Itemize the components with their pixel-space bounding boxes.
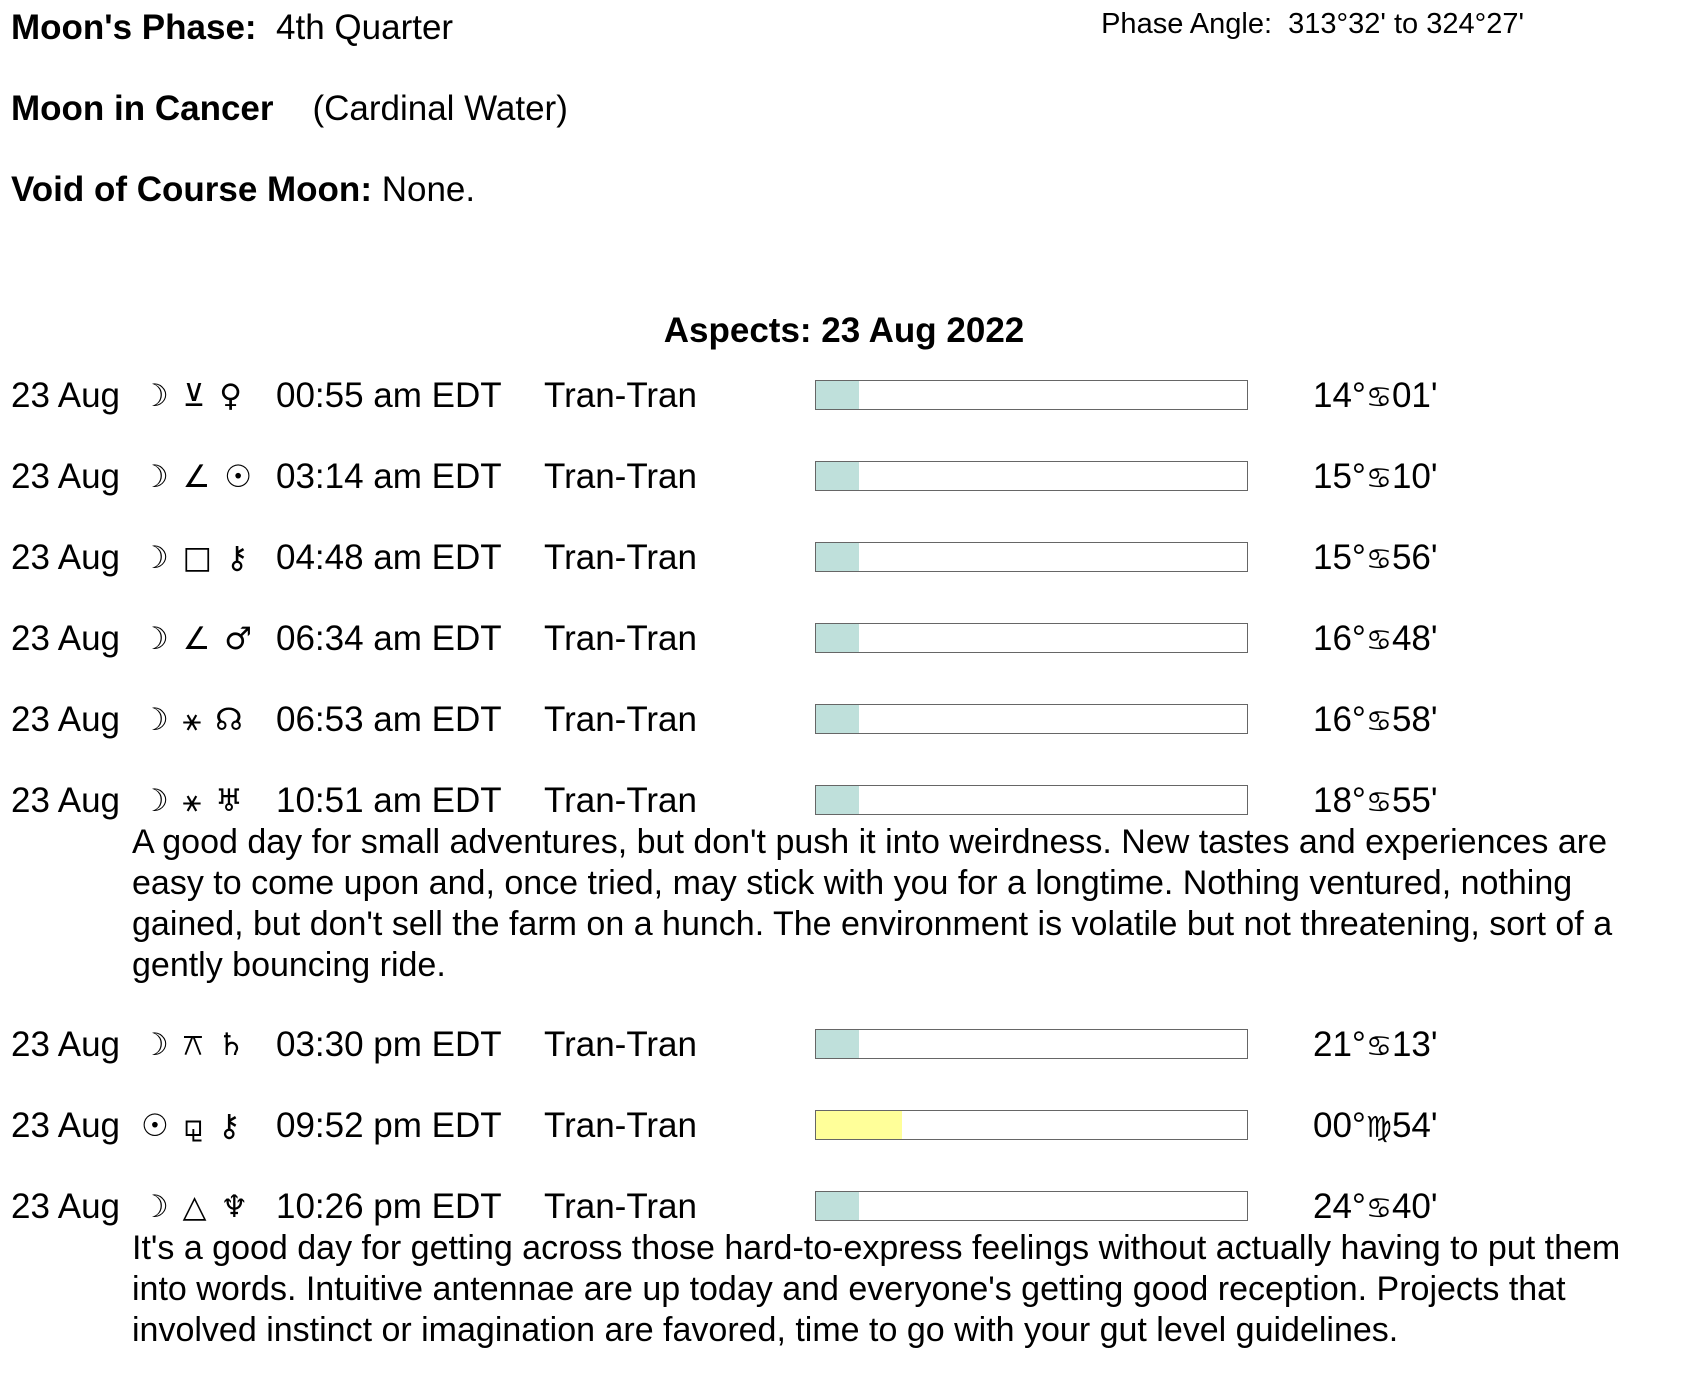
aspect-strength-bar bbox=[815, 704, 1248, 734]
moon-phase-line bbox=[11, 8, 453, 48]
zodiac-sign-icon: ♋ bbox=[1365, 1191, 1392, 1225]
moon-phase-label: Moon's Phase: bbox=[11, 8, 257, 47]
aspect-strength-fill bbox=[816, 462, 859, 490]
aspect-strength-fill bbox=[816, 1192, 859, 1220]
aspect-position bbox=[1313, 698, 1438, 743]
aspect-row bbox=[0, 1023, 1688, 1067]
zodiac-sign-icon: ♋ bbox=[1365, 1029, 1392, 1063]
aspect-minutes: 13' bbox=[1391, 1025, 1438, 1064]
zodiac-sign-icon: ♋ bbox=[1365, 704, 1392, 738]
aspect-row bbox=[0, 455, 1688, 499]
aspect-position bbox=[1313, 1104, 1438, 1149]
aspect-date: 23 Aug bbox=[11, 619, 120, 658]
aspect-glyphs-icon: ☽ ⚻ ♄ bbox=[141, 1027, 247, 1063]
aspect-strength-fill bbox=[816, 543, 859, 571]
aspect-degree: 14° bbox=[1313, 376, 1366, 415]
aspect-time: 10:51 am EDT bbox=[276, 781, 502, 820]
aspect-glyphs-icon: ☽ ∠ ☉ bbox=[141, 459, 255, 495]
aspect-minutes: 48' bbox=[1391, 619, 1438, 658]
aspect-date: 23 Aug bbox=[11, 538, 120, 577]
aspect-minutes: 10' bbox=[1391, 457, 1438, 496]
void-of-course-label: Void of Course Moon: bbox=[11, 170, 372, 209]
aspect-time: 04:48 am EDT bbox=[276, 538, 502, 577]
aspect-glyphs-icon: ☽ ⚹ ♅ bbox=[141, 783, 245, 819]
aspect-position bbox=[1313, 455, 1438, 500]
aspect-type: Tran-Tran bbox=[544, 457, 697, 496]
aspect-type: Tran-Tran bbox=[544, 1106, 697, 1145]
aspect-time: 03:14 am EDT bbox=[276, 457, 502, 496]
aspect-minutes: 55' bbox=[1391, 781, 1438, 820]
aspects-title: Aspects: 23 Aug 2022 bbox=[663, 311, 1025, 350]
aspect-position bbox=[1313, 536, 1438, 581]
aspect-date: 23 Aug bbox=[11, 700, 120, 739]
aspect-row bbox=[0, 617, 1688, 661]
moon-phase-value: 4th Quarter bbox=[276, 8, 454, 47]
moon-sign-element: (Cardinal Water) bbox=[312, 89, 568, 128]
aspect-strength-bar bbox=[815, 461, 1248, 491]
moon-sign-line bbox=[11, 89, 568, 129]
aspect-strength-bar bbox=[815, 1029, 1248, 1059]
aspect-strength-bar bbox=[815, 785, 1248, 815]
aspect-glyphs-icon: ☽ ⊻ ♀ bbox=[141, 378, 244, 414]
aspect-minutes: 01' bbox=[1391, 376, 1438, 415]
aspect-degree: 15° bbox=[1313, 538, 1366, 577]
aspect-date: 23 Aug bbox=[11, 1106, 120, 1145]
aspect-type: Tran-Tran bbox=[544, 700, 697, 739]
aspect-date: 23 Aug bbox=[11, 376, 120, 415]
aspect-type: Tran-Tran bbox=[544, 1025, 697, 1064]
aspect-row bbox=[0, 1104, 1688, 1148]
aspect-type: Tran-Tran bbox=[544, 538, 697, 577]
aspect-time: 06:53 am EDT bbox=[276, 700, 502, 739]
zodiac-sign-icon: ♋ bbox=[1365, 380, 1392, 414]
aspect-date: 23 Aug bbox=[11, 457, 120, 496]
zodiac-sign-icon: ♋ bbox=[1365, 461, 1392, 495]
aspect-degree: 00° bbox=[1313, 1106, 1366, 1145]
aspect-type: Tran-Tran bbox=[544, 1187, 697, 1226]
aspect-degree: 21° bbox=[1313, 1025, 1366, 1064]
aspect-row bbox=[0, 698, 1688, 742]
aspect-row bbox=[0, 1185, 1688, 1229]
aspect-type: Tran-Tran bbox=[544, 781, 697, 820]
aspect-glyphs-icon: ☽ △ ♆ bbox=[141, 1189, 251, 1225]
aspect-position bbox=[1313, 617, 1438, 662]
aspect-strength-fill bbox=[816, 786, 859, 814]
aspect-position bbox=[1313, 1185, 1438, 1230]
aspect-degree: 16° bbox=[1313, 619, 1366, 658]
phase-angle-value: 313°32' to 324°27' bbox=[1288, 8, 1524, 40]
aspect-strength-bar bbox=[815, 380, 1248, 410]
aspect-time: 10:26 pm EDT bbox=[276, 1187, 502, 1226]
zodiac-sign-icon: ♋ bbox=[1365, 623, 1392, 657]
aspect-row bbox=[0, 779, 1688, 823]
aspect-time: 03:30 pm EDT bbox=[276, 1025, 502, 1064]
aspect-degree: 16° bbox=[1313, 700, 1366, 739]
aspect-row bbox=[0, 536, 1688, 580]
aspect-minutes: 56' bbox=[1391, 538, 1438, 577]
aspect-position bbox=[1313, 374, 1438, 419]
void-of-course-value: None. bbox=[381, 170, 476, 209]
phase-angle-label: Phase Angle: bbox=[1101, 8, 1273, 40]
zodiac-sign-icon: ♋ bbox=[1365, 542, 1392, 576]
aspect-row bbox=[0, 374, 1688, 418]
aspect-strength-fill bbox=[816, 624, 859, 652]
aspect-strength-bar bbox=[815, 623, 1248, 653]
aspect-type: Tran-Tran bbox=[544, 619, 697, 658]
aspect-description: It's a good day for getting across those hard-to-express feelings without actually having to put them into words. Intuitive antennae are up today and everyone's getting good reception. Projects that involved instinct or imagination are favored, time to go with your gut level guidelines. bbox=[132, 1229, 1621, 1349]
aspect-description: A good day for small adventures, but don't push it into weirdness. New tastes and experiences are easy to come upon and, once tried, may stick with you for a longtime. Nothing ventured, nothing gained, but don't sell the farm on a hunch. The environment is volatile but not threatening, sort of a gently bouncing ride. bbox=[132, 823, 1613, 984]
aspect-date: 23 Aug bbox=[11, 1187, 120, 1226]
aspect-time: 00:55 am EDT bbox=[276, 376, 502, 415]
aspect-strength-fill bbox=[816, 381, 859, 409]
void-of-course-line bbox=[11, 170, 475, 210]
aspect-minutes: 58' bbox=[1391, 700, 1438, 739]
zodiac-sign-icon: ♋ bbox=[1365, 785, 1392, 819]
aspect-date: 23 Aug bbox=[11, 1025, 120, 1064]
aspect-strength-bar bbox=[815, 1191, 1248, 1221]
aspect-strength-bar bbox=[815, 542, 1248, 572]
aspect-strength-fill bbox=[816, 1030, 859, 1058]
zodiac-sign-icon: ♍ bbox=[1365, 1110, 1392, 1144]
aspect-date: 23 Aug bbox=[11, 781, 120, 820]
aspect-glyphs-icon: ☽ □ ⚷ bbox=[141, 540, 251, 576]
aspect-time: 06:34 am EDT bbox=[276, 619, 502, 658]
aspect-strength-fill bbox=[816, 1111, 902, 1139]
aspect-time: 09:52 pm EDT bbox=[276, 1106, 502, 1145]
aspect-minutes: 40' bbox=[1391, 1187, 1438, 1226]
aspect-glyphs-icon: ☽ ⚹ ☊ bbox=[141, 702, 245, 738]
moon-sign-label: Moon in Cancer bbox=[11, 89, 274, 128]
aspect-degree: 15° bbox=[1313, 457, 1366, 496]
aspect-degree: 24° bbox=[1313, 1187, 1366, 1226]
aspect-glyphs-icon: ☉ ⚼ ⚷ bbox=[141, 1108, 243, 1144]
aspect-glyphs-icon: ☽ ∠ ♂ bbox=[141, 621, 255, 657]
aspect-strength-bar bbox=[815, 1110, 1248, 1140]
aspect-degree: 18° bbox=[1313, 781, 1366, 820]
aspect-minutes: 54' bbox=[1391, 1106, 1438, 1145]
aspect-type: Tran-Tran bbox=[544, 376, 697, 415]
aspect-position bbox=[1313, 1023, 1438, 1068]
aspect-position bbox=[1313, 779, 1438, 824]
phase-angle bbox=[1101, 6, 1524, 42]
aspect-strength-fill bbox=[816, 705, 859, 733]
